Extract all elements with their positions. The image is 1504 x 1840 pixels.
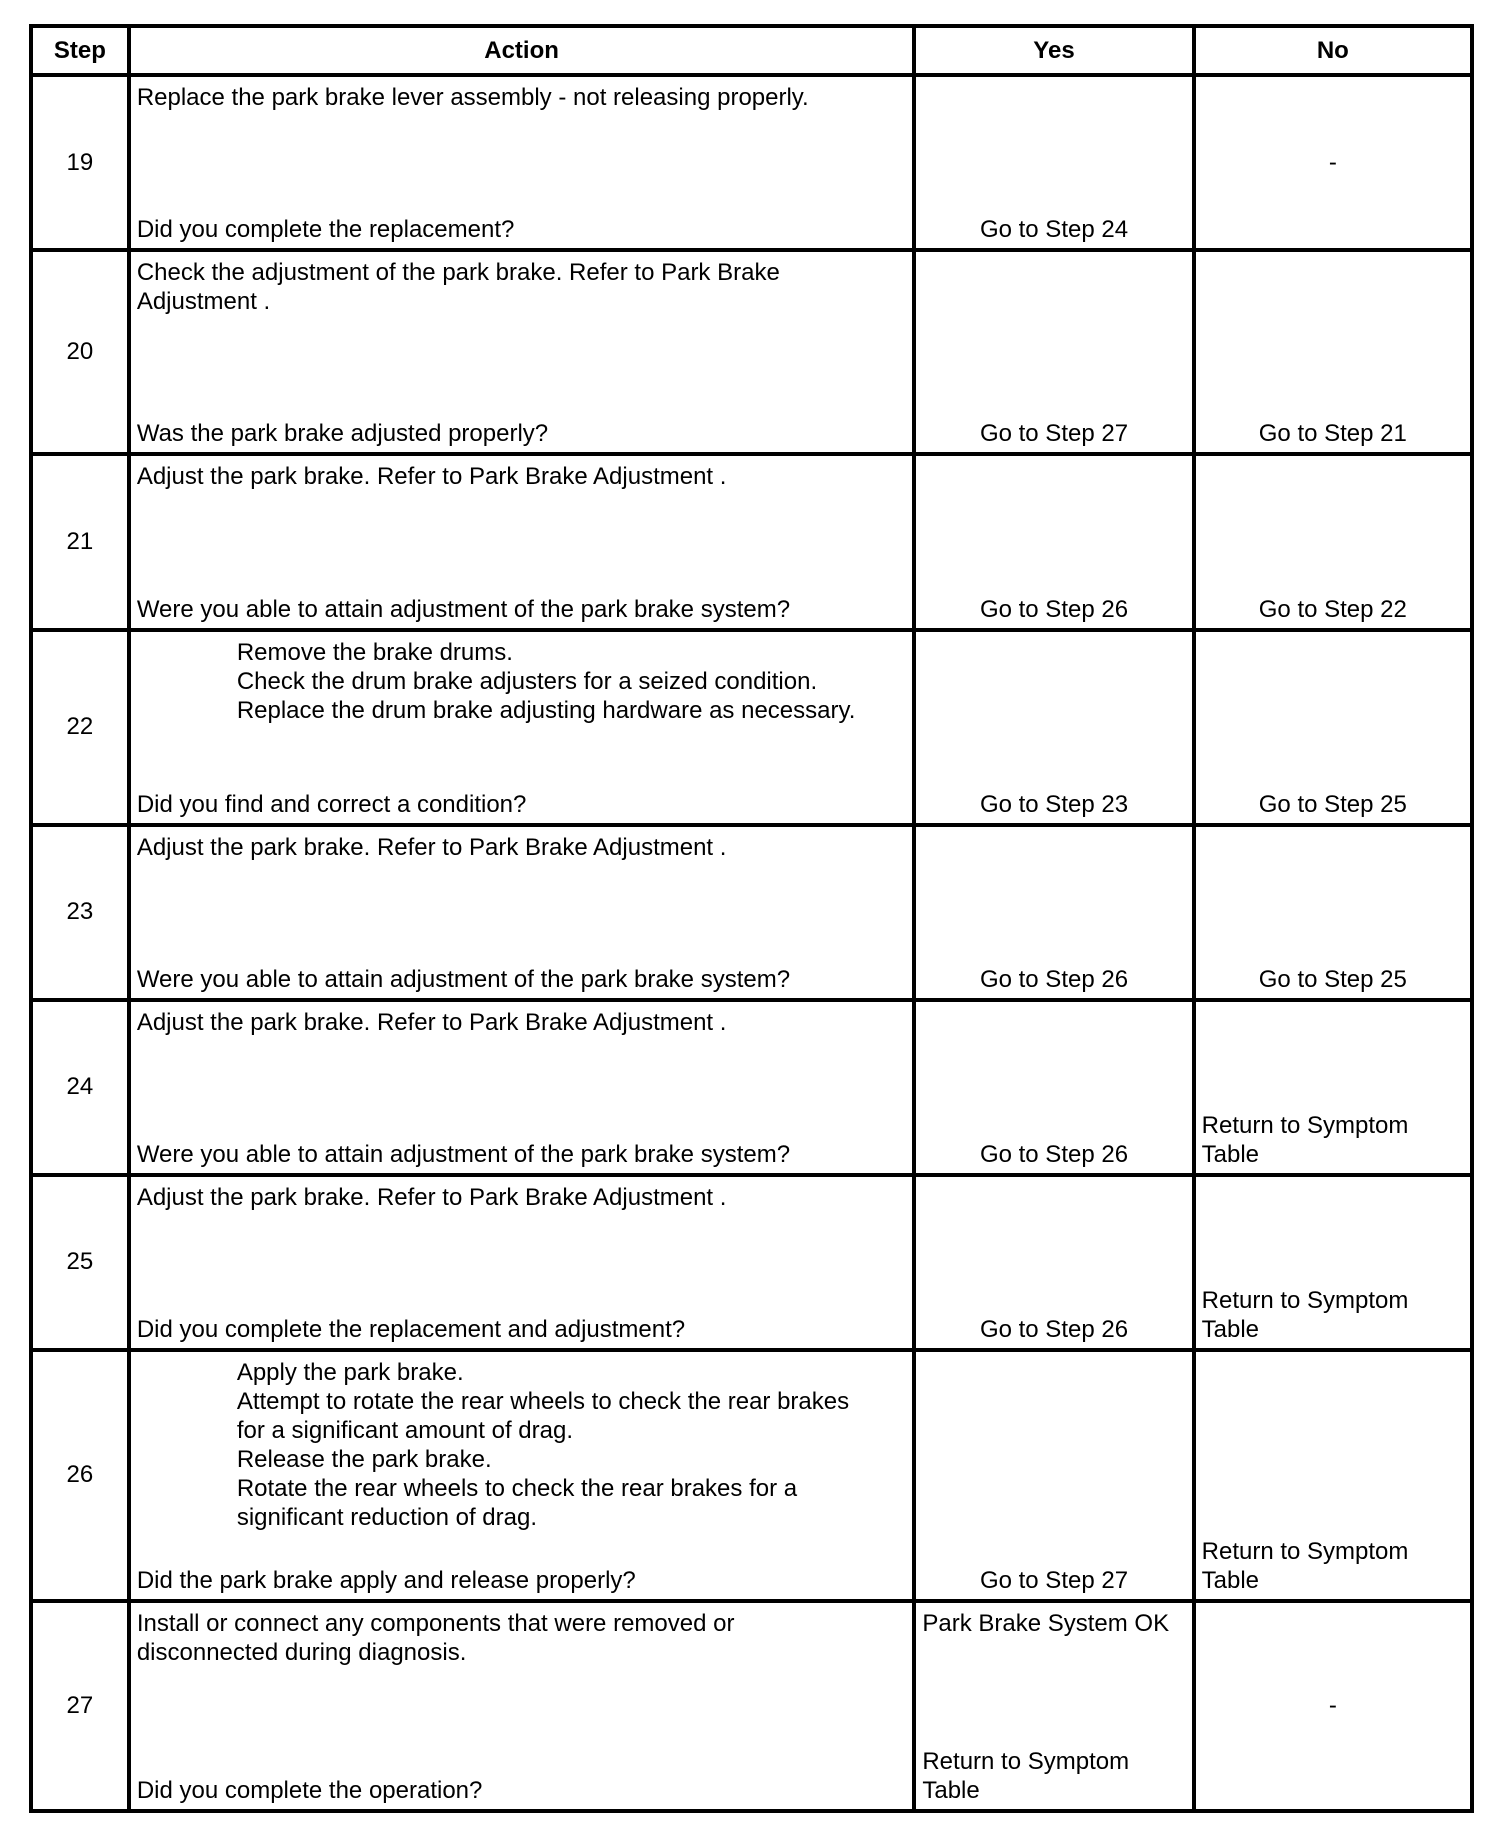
header-yes: Yes bbox=[914, 26, 1193, 75]
action-text: Attempt to rotate the rear wheels to check the rear brakes bbox=[236, 1387, 850, 1415]
no-result: - bbox=[1328, 148, 1337, 176]
no-result bbox=[1202, 1111, 1470, 1169]
no-result bbox=[1202, 1286, 1470, 1344]
action-text: Adjust the park brake. Refer to Park Brake Adjustment . bbox=[136, 463, 727, 491]
yes-result: Go to Step 26 bbox=[979, 595, 1129, 623]
yes-result: Go to Step 27 bbox=[979, 420, 1129, 448]
yes-result-top: Park Brake System OK bbox=[922, 1609, 1170, 1637]
action-text: Rotate the rear wheels to check the rear brakes for a bbox=[236, 1474, 798, 1502]
question-text: Did the park brake apply and release properly? bbox=[136, 1566, 636, 1594]
no-result: - bbox=[1328, 1691, 1337, 1719]
table-row bbox=[31, 825, 1472, 1000]
question-text: Did you find and correct a condition? bbox=[136, 790, 527, 818]
yes-result: Go to Step 24 bbox=[979, 216, 1129, 244]
action-text: Apply the park brake. bbox=[236, 1358, 464, 1386]
yes-result: Go to Step 27 bbox=[979, 1566, 1129, 1594]
action-text: Check the adjustment of the park brake. Refer to Park Brake bbox=[136, 259, 780, 287]
step-number: 23 bbox=[66, 898, 94, 926]
yes-result: Go to Step 23 bbox=[979, 790, 1129, 818]
yes-result-line: Table bbox=[922, 1777, 980, 1804]
yes-result-line: Return to Symptom bbox=[922, 1748, 1130, 1775]
header-no: No bbox=[1194, 26, 1472, 75]
table-row bbox=[31, 75, 1472, 250]
action-text: Adjust the park brake. Refer to Park Brake Adjustment . bbox=[136, 833, 727, 861]
step-number: 19 bbox=[66, 148, 94, 176]
no-result bbox=[1202, 1537, 1470, 1595]
action-text: Remove the brake drums. bbox=[236, 638, 513, 666]
step-number: 26 bbox=[66, 1461, 94, 1489]
action-text: disconnected during diagnosis. bbox=[136, 1638, 467, 1666]
action-text: Check the drum brake adjusters for a seized condition. bbox=[236, 667, 818, 695]
table-row bbox=[31, 250, 1472, 454]
action-text: Release the park brake. bbox=[236, 1445, 492, 1473]
action-text: Adjust the park brake. Refer to Park Brake Adjustment . bbox=[136, 1008, 727, 1036]
step-number: 24 bbox=[66, 1073, 94, 1101]
action-text: Replace the drum brake adjusting hardware as necessary. bbox=[236, 696, 856, 724]
yes-result bbox=[922, 1747, 1191, 1805]
question-text: Were you able to attain adjustment of the park brake system? bbox=[136, 595, 791, 623]
no-result-line: Table bbox=[1201, 1315, 1260, 1343]
question-text: Did you complete the replacement? bbox=[136, 216, 515, 244]
table-row bbox=[31, 454, 1472, 629]
yes-result: Go to Step 26 bbox=[979, 1315, 1129, 1343]
action-text: for a significant amount of drag. bbox=[236, 1416, 573, 1444]
no-result-line: Table bbox=[1201, 1140, 1260, 1168]
no-result: Go to Step 25 bbox=[1258, 965, 1407, 993]
no-result: Go to Step 22 bbox=[1258, 595, 1407, 623]
question-text: Was the park brake adjusted properly? bbox=[136, 420, 549, 448]
step-number: 27 bbox=[66, 1691, 94, 1719]
no-result: Go to Step 25 bbox=[1258, 790, 1407, 818]
header-row bbox=[31, 26, 1472, 75]
no-result-line: Return to Symptom bbox=[1201, 1286, 1409, 1314]
table-row bbox=[31, 1000, 1472, 1175]
yes-result: Go to Step 26 bbox=[979, 965, 1129, 993]
step-number: 21 bbox=[66, 527, 94, 555]
diagnostic-table bbox=[29, 24, 1474, 1813]
question-text: Were you able to attain adjustment of the park brake system? bbox=[136, 1140, 791, 1168]
step-number: 22 bbox=[66, 713, 94, 741]
yes-result: Go to Step 26 bbox=[979, 1140, 1129, 1168]
no-result-line: Return to Symptom bbox=[1201, 1111, 1409, 1139]
action-text: Adjustment . bbox=[136, 288, 271, 316]
header-step: Step bbox=[31, 26, 129, 75]
no-result-line: Table bbox=[1201, 1566, 1260, 1594]
header-action: Action bbox=[129, 26, 915, 75]
action-text: Replace the park brake lever assembly - not releasing properly. bbox=[136, 84, 809, 112]
table-row bbox=[31, 1350, 1472, 1601]
step-number: 25 bbox=[66, 1248, 94, 1276]
action-text: significant reduction of drag. bbox=[236, 1503, 537, 1531]
no-result-line: Return to Symptom bbox=[1201, 1537, 1409, 1565]
step-number: 20 bbox=[66, 338, 94, 366]
table-row bbox=[31, 1601, 1472, 1811]
table-row bbox=[31, 630, 1472, 825]
action-text: Install or connect any components that were removed or bbox=[136, 1609, 735, 1637]
question-text: Did you complete the operation? bbox=[136, 1777, 483, 1804]
action-text: Adjust the park brake. Refer to Park Brake Adjustment . bbox=[136, 1183, 727, 1211]
question-text: Did you complete the replacement and adjustment? bbox=[136, 1315, 686, 1343]
table-row bbox=[31, 1175, 1472, 1350]
no-result: Go to Step 21 bbox=[1258, 420, 1407, 448]
question-text: Were you able to attain adjustment of the park brake system? bbox=[136, 965, 791, 993]
